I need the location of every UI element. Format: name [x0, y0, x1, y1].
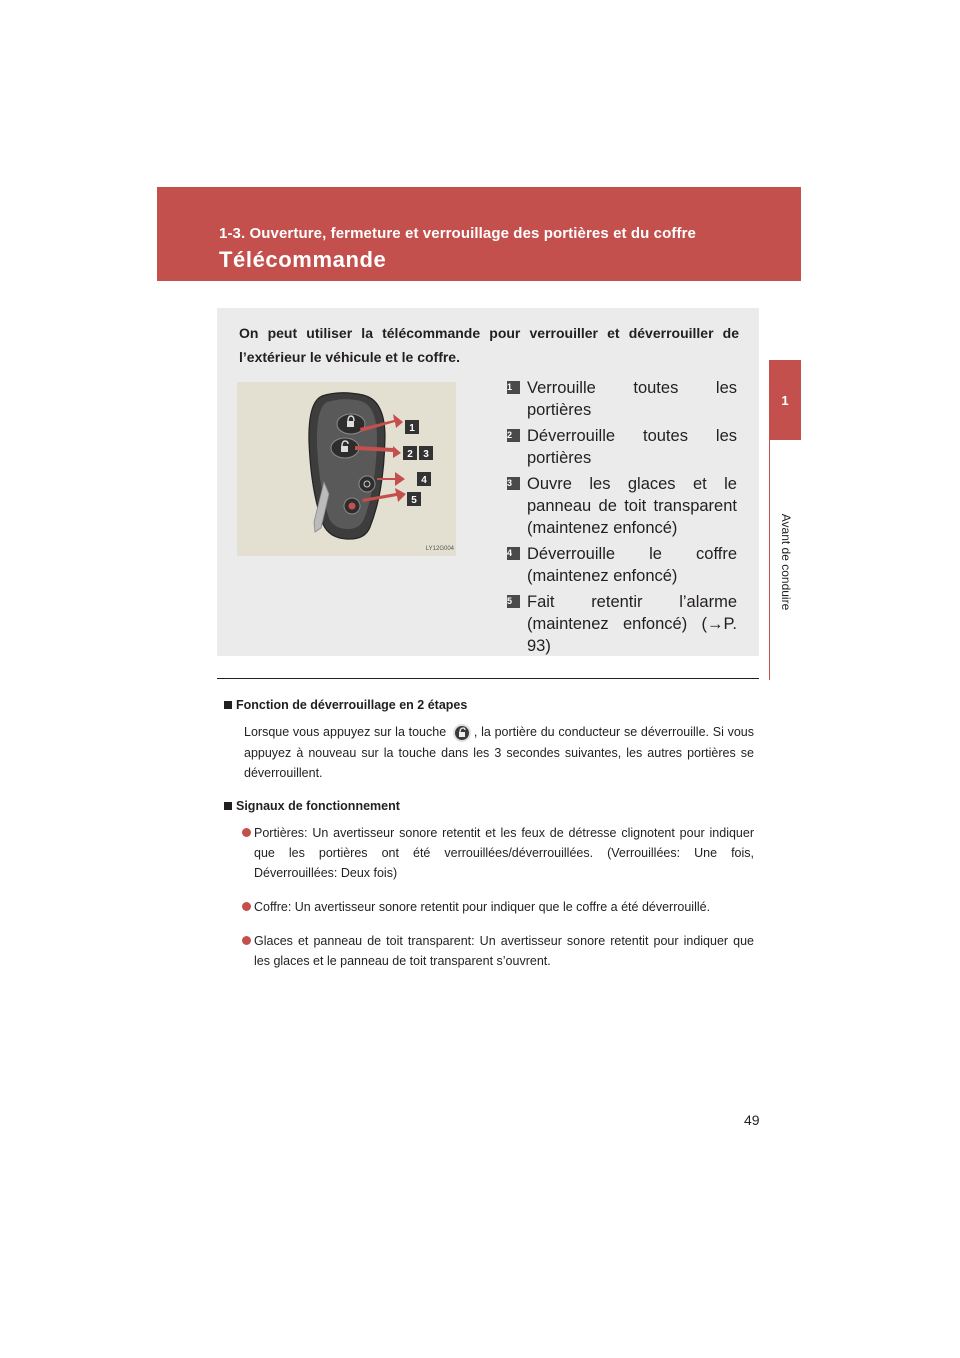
button-legend: [507, 377, 737, 661]
legend-number: 5: [507, 595, 520, 608]
bullet-dot-icon: [242, 936, 251, 945]
callout-1: 1: [409, 423, 415, 434]
legend-text: Déverrouille le coffre (maintenez enfoncé): [527, 545, 737, 585]
two-step-unlock-text: [244, 722, 754, 783]
remote-key-icon: [237, 382, 456, 556]
page-title: Télécommande: [219, 247, 387, 272]
section-heading: [224, 698, 754, 712]
list-item-text: Portières: Un avertisseur sonore retentit et les feux de détresse clignotent pour indiquer que les portières ont été verrouillées/déverrouillées. (Verrouillées: Une fois, Déverrouillées: Deux fois): [254, 825, 754, 880]
section-title: 1-3. Ouverture, fermeture et verrouillage des portières et du coffre: [219, 225, 696, 242]
legend-text: Déverrouille toutes les portières: [527, 427, 737, 467]
intro-box: [217, 308, 759, 656]
legend-text: Ouvre les glaces et le panneau de toit transparent (maintenez enfoncé): [527, 475, 737, 537]
list-item: [244, 897, 754, 917]
notes-content: [224, 698, 754, 985]
list-item: [244, 823, 754, 883]
section-heading-text: Fonction de déverrouillage en 2 étapes: [236, 698, 468, 712]
intro-text: On peut utiliser la télécommande pour verrouiller et déverrouiller de l’extérieur le véhicule et le coffre.: [239, 325, 739, 365]
text-before-icon: Lorsque vous appuyez sur la touche: [244, 725, 447, 739]
chapter-header: [157, 187, 801, 281]
list-item: [244, 931, 754, 971]
legend-item: [507, 473, 737, 539]
signal-list: [224, 823, 754, 971]
chapter-tab-line: [769, 440, 770, 680]
section-heading: [224, 799, 754, 813]
section-heading-text: Signaux de fonctionnement: [236, 798, 400, 813]
list-item-text: Glaces et panneau de toit transparent: Un avertisseur sonore retentit pour indiquer que les glaces et le panneau de toit transparent s’ouvrent.: [254, 933, 754, 968]
bullet-dot-icon: [242, 902, 251, 911]
callout-4: 4: [421, 475, 427, 486]
chapter-tab-number: 1: [781, 392, 789, 408]
image-code: LY12G004: [425, 546, 454, 552]
legend-item: [507, 377, 737, 421]
square-bullet-icon: [224, 802, 232, 810]
legend-number: 4: [507, 547, 520, 560]
unlock-icon: [452, 723, 472, 743]
section-divider: [217, 678, 759, 679]
list-item-text: Coffre: Un avertisseur sonore retentit pour indiquer que le coffre a été déverrouillé.: [254, 899, 711, 914]
legend-text: Verrouille toutes les portières: [527, 379, 737, 419]
callout-3: 3: [423, 449, 429, 460]
remote-key-illustration: [237, 382, 456, 556]
page-number: 49: [744, 1112, 760, 1128]
square-bullet-icon: [224, 701, 232, 709]
callout-2: 2: [407, 449, 413, 460]
legend-item: [507, 591, 737, 657]
legend-number: 2: [507, 429, 520, 442]
legend-text: Fait retentir l’alarme (maintenez enfoncé) (→P. 93): [527, 593, 737, 655]
legend-number: 1: [507, 381, 520, 394]
text-after-icon: , la portière du conducteur se déverrouille. Si vous appuyez à nouveau sur la touche dans les 3 secondes suivantes, les autres portières se déverrouillent.: [244, 725, 754, 780]
legend-item: [507, 543, 737, 587]
chapter-tab: [769, 360, 801, 440]
bullet-dot-icon: [242, 828, 251, 837]
callout-5: 5: [411, 495, 417, 506]
legend-item: [507, 425, 737, 469]
legend-number: 3: [507, 477, 520, 490]
chapter-tab-label: Avant de conduire: [779, 513, 793, 611]
